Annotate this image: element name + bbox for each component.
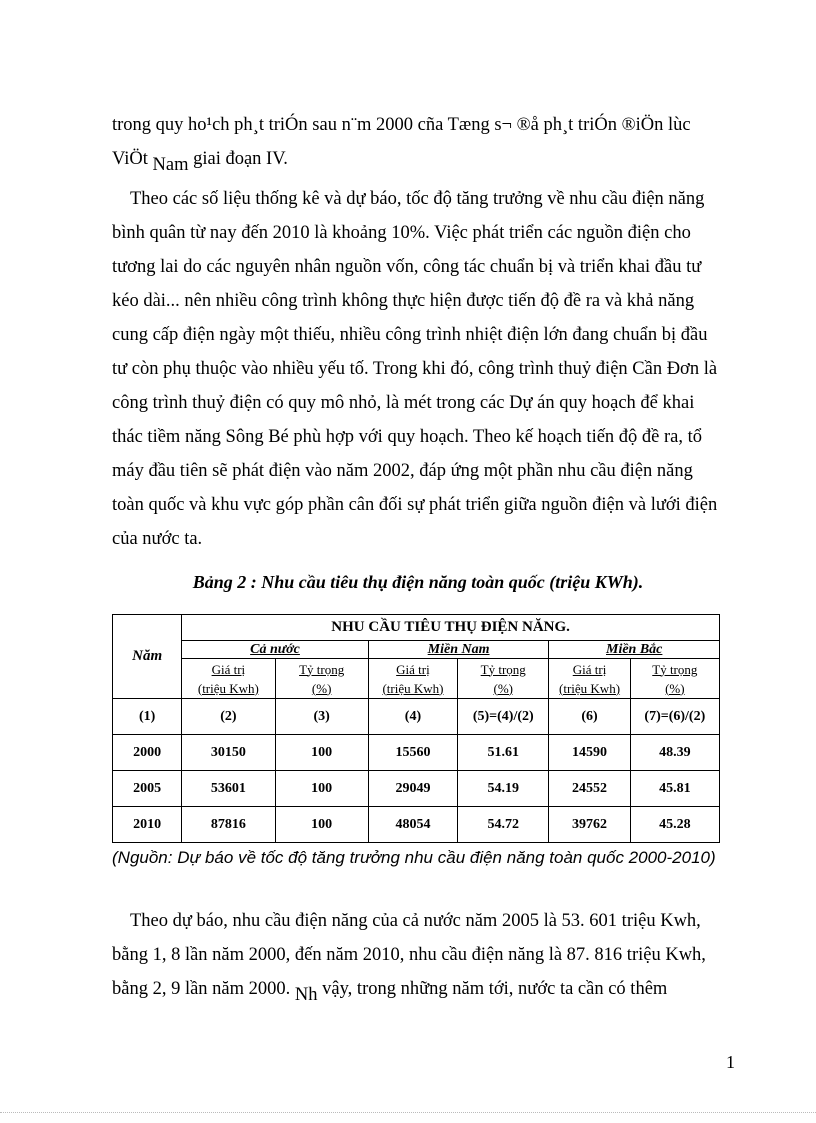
paragraph-3-line-1: Theo dự báo, nhu cầu điện năng của cả nước năm 2005 là 53. 601 triệu Kwh, (130, 911, 701, 931)
paragraph-1-line-1: trong quy ho¹ch ph¸t triÓn sau n¨m 2000 cña Tæng s¬ ®å ph¸t triÓn ®iÖn lùc (112, 115, 691, 135)
sub-header-value: Giá trị (triệu Kwh) (549, 659, 630, 699)
paragraph-3-line-3 (112, 972, 724, 1006)
table-cell: 48054 (368, 807, 457, 843)
table-cell: 51.61 (458, 735, 549, 771)
paragraph-2-line: của nước ta. (112, 529, 203, 549)
table-row (113, 735, 720, 771)
paragraph-2-line: tương lai do các nguyên nhân nguồn vốn, công tác chuẩn bị và triển khai đầu tư (112, 257, 702, 277)
table-cell: 2000 (113, 735, 182, 771)
table-cell: 54.19 (458, 771, 549, 807)
paragraph-1-tail: giai đoạn IV. (193, 149, 288, 169)
paragraph-2-line: thác tiềm năng Sông Bé phù hợp với quy hoạch. Theo kế hoạch tiến độ đề ra, tổ (112, 427, 703, 447)
region-header-south: Miền Nam (368, 641, 549, 659)
table-cell: 2005 (113, 771, 182, 807)
table-cell: (1) (113, 699, 182, 735)
table-cell: 45.81 (630, 771, 719, 807)
table-cell: 100 (275, 807, 368, 843)
paragraph-3 (112, 904, 724, 1006)
page-bottom-divider (0, 1112, 816, 1113)
table-cell: 2010 (113, 807, 182, 843)
paragraph-1-word-nam: Nam (152, 155, 189, 175)
paragraph-2-line: tư còn phụ thuộc vào nhiều yếu tố. Trong khi đó, công trình thuỷ điện Cần Đơn là (112, 359, 718, 379)
table-cell: 14590 (549, 735, 630, 771)
sub-header-share: Tỷ trọng (%) (275, 659, 368, 699)
paragraph-2-line: công trình thuỷ điện có quy mô nhỏ, là mét trong các Dự án quy hoạch để khai (112, 393, 695, 413)
sub-header-share: Tỷ trọng (%) (458, 659, 549, 699)
sub-header-value: Giá trị (triệu Kwh) (368, 659, 457, 699)
table-cell: 29049 (368, 771, 457, 807)
paragraph-1 (112, 108, 724, 176)
paragraph-2-line: bình quân từ nay đến 2010 là khoảng 10%. Việc phát triển các nguồn điện cho (112, 223, 691, 243)
table-cell: 53601 (182, 771, 275, 807)
table-cell: 39762 (549, 807, 630, 843)
table-row (113, 807, 720, 843)
region-header-national: Cả nước (182, 641, 369, 659)
paragraph-2-line: Theo các số liệu thống kê và dự báo, tốc độ tăng trưởng về nhu cầu điện năng (130, 189, 705, 209)
table-cell: (5)=(4)/(2) (458, 699, 549, 735)
paragraph-3-line-3-end: vậy, trong những năm tới, nước ta cần có thêm (322, 979, 668, 999)
year-header: Năm (113, 615, 182, 699)
table-cell: 48.39 (630, 735, 719, 771)
page-number: 1 (726, 1052, 735, 1072)
table-cell: 30150 (182, 735, 275, 771)
table-cell: 45.28 (630, 807, 719, 843)
table-source-note: (Nguồn: Dự báo về tốc độ tăng trưởng nhu cầu điện năng toàn quốc 2000-2010) (112, 848, 716, 867)
demand-table (112, 614, 720, 843)
table-row (113, 771, 720, 807)
index-row (113, 699, 720, 735)
main-header: NHU CẦU TIÊU THỤ ĐIỆN NĂNG. (182, 615, 720, 641)
table-cell: 100 (275, 735, 368, 771)
paragraph-3-word-nh: Nh (294, 985, 318, 1005)
table-cell: 54.72 (458, 807, 549, 843)
table-cell: 100 (275, 771, 368, 807)
paragraph-2 (112, 182, 724, 556)
table-cell: (2) (182, 699, 275, 735)
table-cell: (6) (549, 699, 630, 735)
table-cell: 87816 (182, 807, 275, 843)
table-cell: (7)=(6)/(2) (630, 699, 719, 735)
paragraph-3-line-2: bằng 1, 8 lần năm 2000, đến năm 2010, nhu cầu điện năng là 87. 816 triệu Kwh, (112, 945, 706, 965)
sub-header-share: Tỷ trọng (%) (630, 659, 719, 699)
paragraph-2-line: cung cấp điện ngày một thiếu, nhiều công trình nhiệt điện lớn đang chuẩn bị đầu (112, 325, 708, 345)
sub-header-value: Giá trị (triệu Kwh) (182, 659, 275, 699)
paragraph-2-line: máy đầu tiên sẽ phát điện vào năm 2002, đáp ứng một phần nhu cầu điện năng (112, 461, 693, 481)
table-cell: 24552 (549, 771, 630, 807)
table-cell: (3) (275, 699, 368, 735)
paragraph-3-line-3-start: bằng 2, 9 lần năm 2000. (112, 979, 291, 999)
paragraph-1-line-2 (112, 142, 724, 176)
paragraph-2-line: toàn quốc và khu vực góp phần cân đối sự phát triển giữa nguồn điện và lưới điện (112, 495, 718, 515)
table-cell: (4) (368, 699, 457, 735)
paragraph-1-word-viet: ViÖt (112, 149, 148, 169)
table-caption: Bảng 2 : Nhu cầu tiêu thụ điện năng toàn quốc (triệu KWh). (192, 572, 644, 592)
region-header-north: Miền Bắc (549, 641, 720, 659)
table-cell: 15560 (368, 735, 457, 771)
paragraph-2-line: kéo dài... nên nhiều công trình không thực hiện được tiến độ đề ra và khả năng (112, 291, 695, 311)
